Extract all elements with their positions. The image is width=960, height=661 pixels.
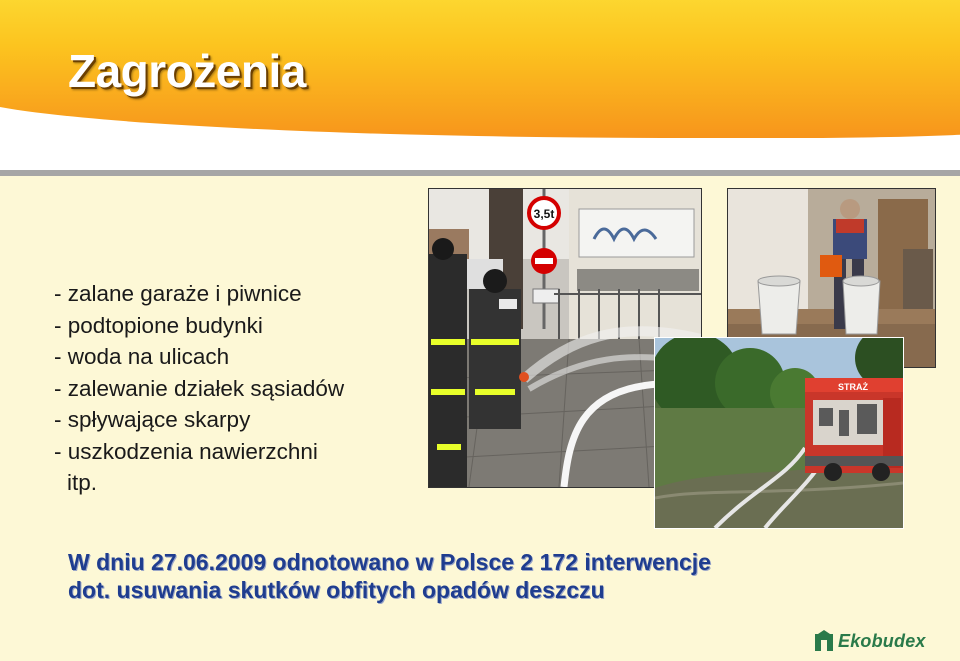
list-item: - zalewanie działek sąsiadów: [54, 375, 345, 401]
list-item: - zalane garaże i piwnice: [54, 281, 302, 306]
logo-text: Ekobudex: [838, 630, 926, 651]
truck-label-text: STRAŻ: [838, 382, 868, 392]
footnote-line-1: W dniu 27.06.2009 odnotowano w Polsce 2 172 interwencje: [68, 549, 711, 575]
photo-fire-truck-garden: [654, 337, 904, 529]
hazard-list: [54, 278, 344, 499]
list-item-continuation: itp.: [67, 470, 98, 495]
slide-title: Zagrożenia: [68, 45, 306, 97]
sign-weight-limit-text: 3,5t: [533, 207, 555, 221]
header-divider: [0, 170, 960, 176]
slide-header: [0, 0, 960, 170]
intervention-footnote: [68, 548, 711, 604]
ekobudex-logo: [814, 628, 926, 654]
list-item: - woda na ulicach: [54, 344, 230, 369]
footnote-line-2: dot. usuwania skutków obfitych opadów deszczu: [68, 577, 605, 603]
list-item: - spływające skarpy: [54, 407, 251, 432]
list-item: - uszkodzenia nawierzchni: [54, 438, 318, 464]
list-item: - podtopione budynki: [54, 312, 263, 338]
ekobudex-logo-icon: [814, 630, 834, 652]
